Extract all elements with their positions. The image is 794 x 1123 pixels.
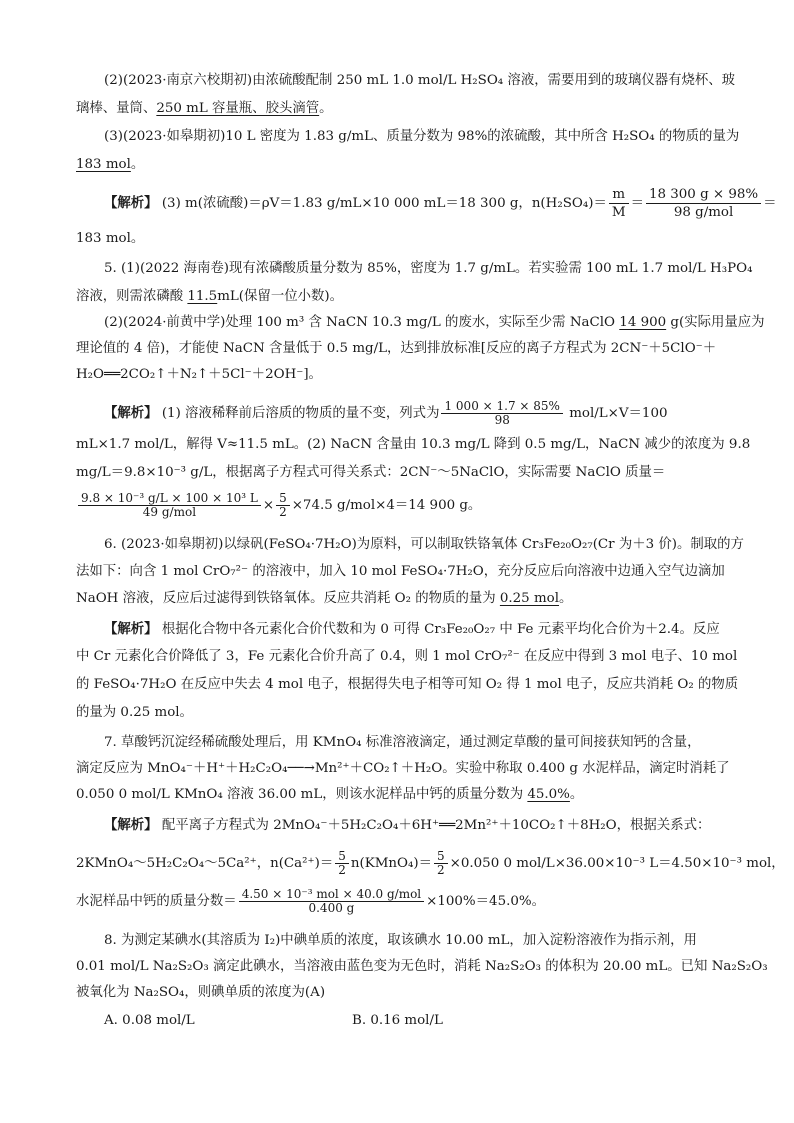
frac-den: 98 g/mol bbox=[673, 205, 734, 220]
q2-line-1: (2)(2023·南京六校期初)由浓硫酸配制 250 mL 1.0 mol/L H₂SO₄ 溶液，需要用到的玻璃仪器有烧杯、玻 bbox=[104, 73, 736, 88]
q5-fraction-5-2 bbox=[276, 492, 290, 519]
q7-analysis-line-2 bbox=[76, 849, 785, 877]
q5-2-line-3: H₂O══2CO₂↑＋N₂↑＋5Cl⁻＋2OH⁻]。 bbox=[76, 367, 322, 382]
q7-line-1: 7. 草酸钙沉淀经稀硫酸处理后，用 KMnO₄ 标准溶液滴定，通过测定草酸的量可间接获知钙的含量， bbox=[104, 735, 701, 750]
q5-2-line-2: 理论值的 4 倍)，才能使 NaCN 含量低于 0.5 mg/L，达到排放标准[反应的离子方程式为 2CN⁻＋5ClO⁻＋ bbox=[76, 341, 717, 356]
q7-analysis-text: 水泥样品中钙的质量分数＝ bbox=[76, 894, 237, 909]
q5-analysis-line-1 bbox=[104, 400, 734, 427]
frac-den: 0.400 g bbox=[308, 901, 355, 915]
q6-analysis-line-1 bbox=[104, 620, 734, 639]
q7-end: 。 bbox=[569, 787, 584, 802]
q6-analysis-line-3: 的 FeSO₄·7H₂O 在反应中失去 4 mol 电子，根据得失电子相等可知 O₂ 得 1 mol 电子，反应共消耗 O₂ 的物质 bbox=[76, 677, 739, 692]
option-b: B. 0.16 mol/L bbox=[352, 1013, 443, 1028]
q5-fraction-mass bbox=[78, 492, 261, 519]
q7-analysis-line-1 bbox=[104, 816, 734, 835]
frac-num: 1 000 × 1.7 × 85% bbox=[441, 400, 562, 414]
q5-analysis-line-4: $\frac{\text{9.8 × 10⁻³ g/L × 100 × 10³ L}}{\text{49 g/mol}}$ × $\frac{5}{2}$ ×74.5 g/mol×4＝14 900 g。 bbox=[76, 492, 734, 519]
q6-analysis-text: 根据化合物中各元素化合价代数和为 0 可得 Cr₃Fe₂₀O₂₇ 中 Fe 元素平均化合价为＋2.4。反应 bbox=[157, 622, 720, 637]
frac-num: 5 bbox=[276, 492, 290, 506]
q5-analysis-text-end: ×74.5 g/mol×4＝14 900 g。 bbox=[291, 498, 482, 513]
q5-text-end: mL(保留一位小数)。 bbox=[217, 289, 343, 304]
q5-fraction-concentration bbox=[441, 400, 562, 427]
q5-2-text: (2)(2024·前黄中学)处理 100 m³ 含 NaCN 10.3 mg/L 的废水，实际至少需 NaClO bbox=[104, 315, 620, 330]
q2-answer: 250 mL 容量瓶、胶头滴管 bbox=[156, 101, 320, 116]
frac-den: 2 bbox=[279, 505, 287, 519]
q5-analysis-line-2: mL×1.7 mol/L，解得 V≈11.5 mL。(2) NaCN 含量由 10.3 mg/L 降到 0.5 mg/L，NaCN 减少的浓度为 9.8 bbox=[76, 437, 751, 452]
frac-den: 98 bbox=[494, 413, 510, 427]
q5-line-1: 5. (1)(2022 海南卷)现有浓磷酸质量分数为 85%，密度为 1.7 g/mL。若实验需 100 mL 1.7 mol/L H₃PO₄ bbox=[104, 261, 753, 276]
q7-answer: 45.0% bbox=[527, 787, 570, 802]
q5-analysis-line-3: mg/L＝9.8×10⁻³ g/L，根据离子方程式可得关系式：2CN⁻～5NaClO，实际需要 NaClO 质量＝ bbox=[76, 465, 666, 480]
q6-line-3 bbox=[76, 590, 734, 608]
q7-analysis-line-3 bbox=[76, 888, 734, 915]
frac-num: 4.50 × 10⁻³ mol × 40.0 g/mol bbox=[239, 888, 424, 902]
q7-analysis-text: ×100%＝45.0%。 bbox=[426, 894, 545, 909]
q2-line-2 bbox=[76, 100, 734, 118]
q7-analysis-text: 2KMnO₄～5H₂C₂O₄～5Ca²⁺，n(Ca²⁺)＝ bbox=[76, 856, 334, 871]
frac-den: 2 bbox=[338, 863, 346, 877]
q6-line-1: 6. (2023·如皋期初)以绿矾(FeSO₄·7H₂O)为原料，可以制取铁铬氧体 Cr₃Fe₂₀O₂₇(Cr 为＋3 价)。制取的方 bbox=[104, 537, 744, 552]
q7-fraction-5-2 bbox=[335, 850, 349, 877]
q3-line-2 bbox=[76, 156, 734, 174]
q5-analysis-text-end: mol/L×V＝100 bbox=[564, 406, 668, 421]
q3-end: 。 bbox=[130, 157, 145, 172]
q6-analysis-line-4: 的量为 0.25 mol。 bbox=[76, 705, 193, 720]
analysis-tag: 【解析】 bbox=[104, 817, 158, 833]
q5-answer-1: 11.5 bbox=[187, 289, 218, 304]
q7-fraction-mass bbox=[239, 888, 424, 915]
q3-answer: 183 mol bbox=[76, 157, 131, 172]
frac-num: 5 bbox=[434, 850, 448, 864]
frac-den: 49 g/mol bbox=[142, 505, 197, 519]
equals: ＝ bbox=[630, 196, 644, 211]
q7-analysis-text: n(KMnO₄)＝ bbox=[350, 856, 433, 871]
q5-analysis-text: (1) 溶液稀释前后溶质的物质的量不变，列式为 bbox=[157, 406, 440, 421]
q5-line-2 bbox=[76, 288, 734, 306]
q3-fraction-value bbox=[646, 186, 761, 221]
q8-line-3: 被氧化为 Na₂SO₄，则碘单质的浓度为(A) bbox=[76, 985, 326, 1000]
q7-fraction-5-2b bbox=[434, 850, 448, 877]
frac-num: 9.8 × 10⁻³ g/L × 100 × 10³ L bbox=[78, 492, 261, 506]
frac-den: M bbox=[611, 205, 626, 220]
q3-analysis-line-2: 183 mol。 bbox=[76, 231, 145, 246]
option-a: A. 0.08 mol/L bbox=[104, 1013, 195, 1028]
q7-line-2: 滴定反应为 MnO₄⁻＋H⁺＋H₂C₂O₄──→Mn²⁺＋CO₂↑＋H₂O。实验中称取 0.400 g 水泥样品，滴定时消耗了 bbox=[76, 761, 730, 776]
frac-num: m bbox=[609, 186, 629, 204]
q5-2-text-end: g(实际用量应为 bbox=[666, 315, 765, 330]
q3-fraction-m-over-M bbox=[609, 186, 629, 221]
q5-2-line-1 bbox=[104, 314, 765, 332]
frac-den: 2 bbox=[437, 863, 445, 877]
analysis-tag: 【解析】 bbox=[104, 621, 158, 637]
q8-line-2: 0.01 mol/L Na₂S₂O₃ 滴定此碘水，当溶液由蓝色变为无色时，消耗 Na₂S₂O₃ 的体积为 20.00 mL。已知 Na₂S₂O₃ bbox=[76, 959, 768, 974]
analysis-tag: 【解析】 bbox=[104, 405, 158, 421]
q7-text: 0.050 0 mol/L KMnO₄ 溶液 36.00 mL，则该水泥样品中钙的质量分数为 bbox=[76, 787, 528, 802]
q6-end: 。 bbox=[559, 591, 573, 606]
q2-end: 。 bbox=[319, 101, 333, 116]
q5-text: 溶液，则需浓磷酸 bbox=[76, 289, 188, 304]
q3-line-1: (3)(2023·如皋期初)10 L 密度为 1.83 g/mL、质量分数为 98%的浓硫酸，其中所含 H₂SO₄ 的物质的量为 bbox=[104, 129, 740, 144]
q2-text: 璃棒、量筒、 bbox=[76, 101, 157, 116]
q7-line-3 bbox=[76, 786, 734, 804]
q6-analysis-line-2: 中 Cr 元素化合价降低了 3，Fe 元素化合价升高了 0.4，则 1 mol CrO₇²⁻ 在反应中得到 3 mol 电子、10 mol bbox=[76, 649, 738, 664]
q5-answer-2: 14 900 bbox=[619, 315, 667, 330]
q8-line-1: 8. 为测定某碘水(其溶质为 I₂)中碘单质的浓度，取该碘水 10.00 mL，加入淀粉溶液作为指示剂，用 bbox=[104, 933, 697, 948]
q6-line-2: 法如下：向含 1 mol CrO₇²⁻ 的溶液中，加入 10 mol FeSO₄·7H₂O，充分反应后向溶液中边通入空气边滴加 bbox=[76, 564, 725, 579]
frac-num: 5 bbox=[335, 850, 349, 864]
q7-analysis-text: ×0.050 0 mol/L×36.00×10⁻³ L＝4.50×10⁻³ mol， bbox=[449, 856, 785, 871]
q6-text: NaOH 溶液，反应后过滤得到铁铬氧体。反应共消耗 O₂ 的物质的量为 bbox=[76, 591, 500, 606]
q3-analysis-line-1 bbox=[104, 186, 777, 221]
equals: ＝ bbox=[763, 196, 777, 211]
q7-analysis-text: 配平离子方程式为 2MnO₄⁻＋5H₂C₂O₄＋6H⁺══2Mn²⁺＋10CO₂↑＋8H₂O，根据关系式： bbox=[157, 818, 711, 833]
q3-analysis-text: (3) m(浓硫酸)＝ρV＝1.83 g/mL×10 000 mL＝18 300 g，n(H₂SO₄)＝ bbox=[157, 196, 607, 211]
analysis-tag: 【解析】 bbox=[104, 195, 158, 211]
frac-num: 18 300 g × 98% bbox=[646, 186, 761, 204]
q6-answer: 0.25 mol bbox=[499, 591, 560, 606]
